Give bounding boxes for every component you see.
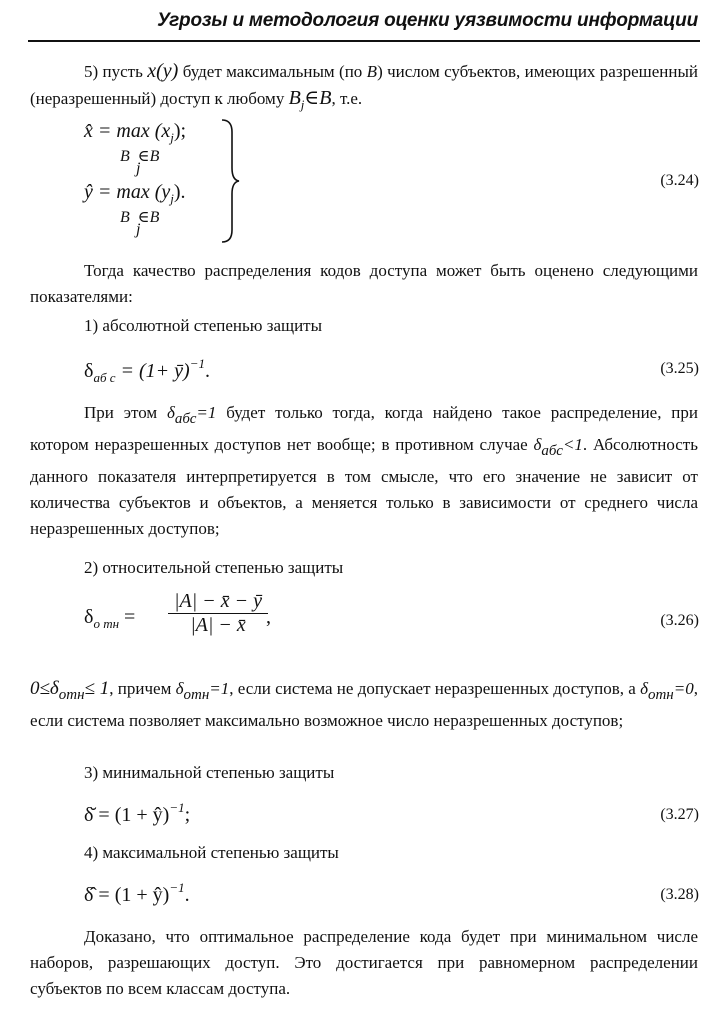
p1-var-b: B: [366, 62, 378, 81]
eq324-under1-j: j: [136, 160, 141, 177]
eq-number-3-24: (3.24): [660, 172, 699, 189]
eq-number-3-28: (3.28): [660, 886, 699, 903]
p1-var-xy: x(y): [147, 60, 179, 82]
paragraph-quality: Тогда качество распределения кодов доступа может быть оценено следующими показателями:: [30, 261, 698, 306]
eq324-line1: x̂ = $\max (x_j)$;: [84, 120, 187, 145]
eq328-formula: δ̂ = (1 + ŷ)$^{-1}$.: [84, 880, 190, 906]
item-relative: 2) относительной степенью защиты: [84, 558, 344, 577]
paragraph-definition: [30, 58, 698, 118]
p1-cond-rest: ∈B: [304, 87, 332, 109]
eq326-end: ,: [266, 606, 271, 628]
p1-cond: B: [288, 87, 301, 109]
paragraph-absolute-explanation: При этом δабс=1 будет только тогда, когда найдено такое распределение, при котором неразрешенных доступов нет вообще; в противном случае δабс<1. Абсолютность данного показателя интерпретируется в том смысле, что его значение не зависит от количества субъектов и объектов, а меняется только в зависимости от среднего числа неразрешенных доступов;: [30, 403, 698, 538]
p1-tail: ) числом субъектов, имеющих разрешенный (неразрешенный) доступ к любому: [30, 62, 698, 108]
eq324-line2: ŷ = $\max (y_j)$.: [84, 181, 186, 206]
p1-lead: 5) пусть: [84, 62, 148, 81]
p1-mid: будет максимальным (по: [178, 62, 367, 81]
eq324-under1: B ∈B: [120, 148, 160, 165]
item-absolute: 1) абсолютной степенью защиты: [84, 316, 323, 335]
eq324-under2: B ∈B: [120, 209, 160, 226]
eq325-formula: $\delta_{аб с} = (1+$ ȳ)$^{-1}$.: [84, 356, 210, 385]
eq326-lhs: $\delta_{о тн}$ =: [84, 606, 136, 631]
running-header: Угрозы и методология оценки уязвимости информации: [157, 10, 698, 31]
eq324-under2-j: j: [136, 221, 141, 238]
eq-number-3-26: (3.26): [660, 612, 699, 629]
p1-end: , т.е.: [331, 89, 363, 108]
eq326-fraction: $\frac{|A| - x̄ - ȳ}{|A| - x̄}$: [168, 590, 268, 637]
p1-cond-sub: j: [300, 97, 305, 112]
eq327-formula: δ̆ = (1 + ŷ)$^{-1}$;: [84, 800, 191, 826]
item-maximum: 4) максимальной степенью защиты: [84, 843, 339, 862]
header-rule: [28, 40, 700, 42]
eq-number-3-25: (3.25): [660, 360, 699, 377]
right-brace: [220, 118, 240, 244]
item-minimum: 3) минимальной степенью защиты: [84, 763, 335, 782]
eq-number-3-27: (3.27): [660, 806, 699, 823]
paragraph-relative-explanation: 0≤δотн≤ 1, причем δотн=1, если система не допускает неразрешенных доступов, а δотн=0, если система позволяет максимально возможное число неразрешенных доступов;: [30, 678, 698, 730]
paragraph-conclusion: Доказано, что оптимальное распределение кода будет при минимальном числе наборов, разрешающих доступ. Это достигается при равномерном распределении субъектов по всем классам доступа.: [30, 927, 698, 998]
